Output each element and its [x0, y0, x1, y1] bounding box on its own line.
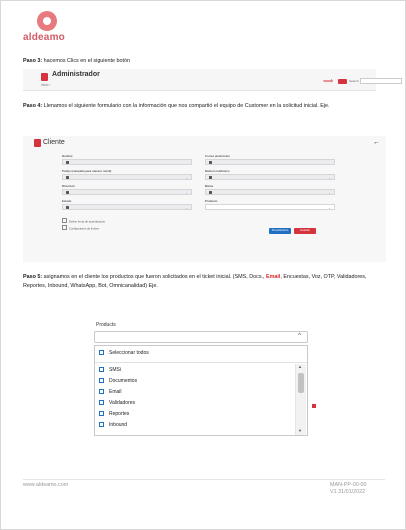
checkbox-icon [99, 367, 104, 372]
products-title: Products [96, 322, 116, 328]
product-option[interactable] [99, 400, 135, 406]
products-screenshot [94, 317, 311, 436]
producto-label: Producto [205, 199, 218, 203]
checkbox-icon [99, 411, 104, 416]
phone-icon [209, 176, 212, 179]
product-option[interactable] [99, 367, 121, 373]
numero-label: Número telefónico [205, 169, 230, 173]
tag-icon [209, 191, 212, 194]
status-icon [66, 206, 69, 209]
nombre-label: Nombre [62, 154, 73, 158]
divider [95, 362, 307, 363]
estado-label: Estado [62, 199, 72, 203]
prefijo-select[interactable] [62, 174, 192, 180]
product-label: Validadores [109, 400, 136, 406]
product-option[interactable] [99, 378, 137, 384]
product-option[interactable] [99, 422, 127, 428]
checkbox-icon [99, 400, 104, 405]
client-form-title: Cliente [43, 139, 65, 146]
correo-field[interactable] [205, 159, 335, 165]
step-4-paragraph [23, 102, 387, 111]
check-firma[interactable]: Define firma de autenticación [62, 218, 105, 224]
products-scrollbar[interactable] [295, 364, 306, 436]
user-icon [66, 161, 69, 164]
step-4-label: Paso 4: [23, 103, 43, 109]
chevron-down-icon: ⌄ [328, 175, 331, 180]
admin-title: Administrador [52, 71, 100, 78]
product-option[interactable] [99, 389, 122, 395]
checkbox-icon [99, 378, 104, 383]
product-label: Email [109, 389, 122, 395]
check-limites[interactable]: Configuración de límites [62, 225, 99, 231]
logo-mark-icon [37, 11, 57, 31]
estado-select[interactable] [62, 204, 192, 210]
footer-website: www.aldeamo.com [23, 482, 69, 488]
scroll-thumb[interactable] [298, 373, 304, 393]
correo-label: Correo electrónico [205, 154, 230, 158]
step-4-text: Llenamos el siguiente formulario con la información que nos compartió el equipo de Customer en la solicitud inicial. Eje. [42, 103, 330, 109]
products-dropdown[interactable] [94, 345, 308, 436]
chevron-down-icon: ⌄ [185, 175, 188, 180]
admin-icon [41, 73, 48, 81]
procedimiento-button[interactable]: Procedimiento [269, 228, 291, 234]
product-label: Inbound [109, 422, 128, 428]
product-option[interactable] [99, 411, 129, 417]
guardar-button[interactable]: Guardar [294, 228, 316, 234]
aldeamo-logo [23, 11, 73, 51]
admin-breadcrumb: Inicio / [41, 83, 51, 87]
globe-icon [66, 176, 69, 179]
location-icon [66, 191, 69, 194]
numero-field[interactable] [205, 174, 335, 180]
step-5-paragraph [23, 273, 387, 290]
behind-button-edge [312, 404, 316, 408]
checkbox-icon [99, 350, 104, 355]
select-all-option[interactable] [99, 350, 149, 356]
nombre-field[interactable] [62, 159, 192, 165]
step-5-text-b: , Encuestas, Voz, OTP, Validadores, Reportes, Inbound, WhatsApp, Bot, Omnicanalidad) Eje. [23, 274, 367, 289]
step-3-text: hacemos Clics en el siguiente botón [42, 58, 130, 64]
step-5-label: Paso 5: [23, 274, 43, 280]
chevron-down-icon: ⌄ [185, 205, 188, 210]
step-5-email-highlight: Email [266, 274, 281, 280]
step-3-paragraph [23, 57, 387, 66]
chevron-up-icon: ^ [298, 333, 301, 339]
marca-select[interactable] [205, 189, 335, 195]
admin-screenshot [23, 69, 376, 91]
product-label: Documentos [109, 378, 138, 384]
footer-doc-code: MAN-PP-00-00 [330, 482, 367, 488]
direccion-label: Dirección [62, 184, 75, 188]
marca-label: Marca [205, 184, 214, 188]
search-label: Search [349, 79, 359, 83]
chevron-down-icon: ⌄ [185, 190, 188, 195]
step-3-label: Paso 3: [23, 58, 43, 64]
chevron-down-icon: ⌄ [328, 190, 331, 195]
product-label: SMSi [109, 367, 121, 373]
back-arrow-icon[interactable]: ← [373, 139, 380, 146]
footer-version: V1 31/01/2022 [330, 489, 366, 495]
arrow-right-icon: ⟹ [323, 78, 334, 85]
scroll-down-icon[interactable]: ▼ [298, 428, 302, 433]
add-client-button[interactable] [338, 79, 347, 84]
scroll-up-icon[interactable]: ▲ [298, 364, 302, 369]
client-form-screenshot [23, 136, 386, 262]
select-all-label: Seleccionar todos [109, 350, 149, 356]
step-5-text-a: asignamos en el cliente los productos que fueron solicitados en el ticket inicial. (SMS, Docs., [42, 274, 267, 280]
checkbox-icon [99, 389, 104, 394]
chevron-down-icon: ⌄ [328, 205, 331, 210]
client-icon [34, 139, 41, 147]
checkbox-icon [99, 422, 104, 427]
products-select[interactable] [94, 331, 308, 343]
logo-name: aldeamo [23, 32, 65, 43]
producto-select[interactable] [205, 204, 335, 210]
footer-doc-info [330, 482, 367, 496]
mail-icon [209, 161, 212, 164]
direccion-select[interactable] [62, 189, 192, 195]
product-label: Reportes [109, 411, 130, 417]
footer-divider [23, 479, 385, 480]
prefijo-label: Prefijo (campaña para número móvil) [62, 169, 112, 173]
search-input[interactable] [360, 78, 402, 84]
